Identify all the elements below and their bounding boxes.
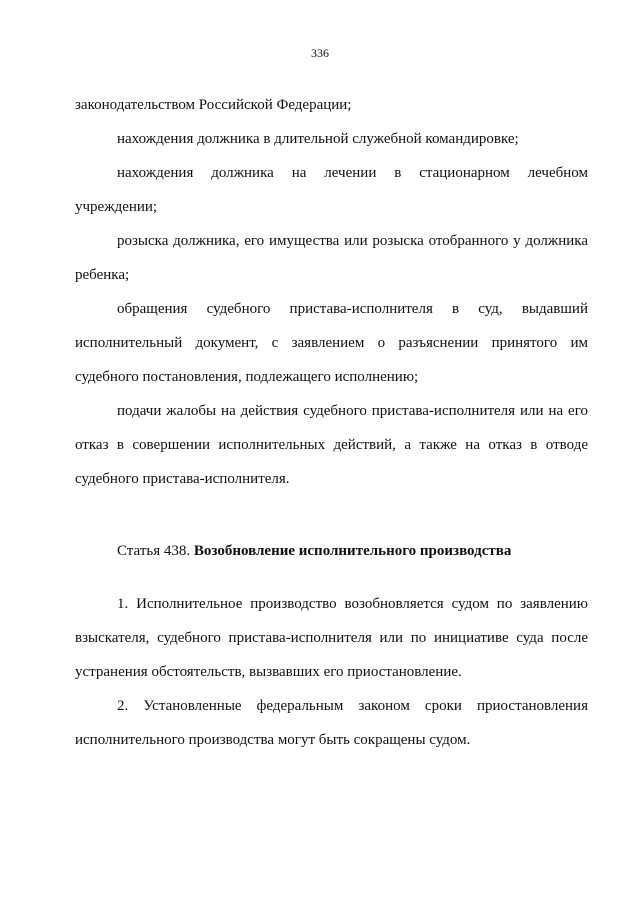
page-number: 336 bbox=[311, 46, 329, 60]
list-item: нахождения должника в длительной служебной командировке; bbox=[117, 131, 519, 147]
article-label: Статья 438. bbox=[117, 543, 191, 559]
list-continuation bbox=[75, 88, 588, 496]
list-item: подачи жалобы на действия судебного пристава-исполнителя или на его отказ в совершении исполнительных действий, а также на отказ в отводе судебного пристава-исполнителя. bbox=[75, 403, 588, 487]
article-title: Возобновление исполнительного производства bbox=[193, 543, 512, 559]
article-paragraph: 2. Установленные федеральным законом сроки приостановления исполнительного производства могут быть сокращены судом. bbox=[75, 698, 588, 748]
article-paragraph: 1. Исполнительное производство возобновляется судом по заявлению взыскателя, судебного пристава-исполнителя или по инициативе суда после устранения обстоятельств, вызвавших его приостановление. bbox=[75, 596, 588, 680]
article-body bbox=[75, 587, 588, 757]
paragraph-continuation: законодательством Российской Федерации; bbox=[75, 97, 352, 113]
list-item: обращения судебного пристава-исполнителя в суд, выдавший исполнительный документ, с заявлением о разъяснении принятого им судебного постановления, подлежащего исполнению; bbox=[75, 301, 588, 385]
list-item: нахождения должника на лечении в стационарном лечебном учреждении; bbox=[75, 165, 588, 215]
list-item: розыска должника, его имущества или розыска отобранного у должника ребенка; bbox=[75, 233, 588, 283]
article-heading bbox=[117, 534, 511, 568]
